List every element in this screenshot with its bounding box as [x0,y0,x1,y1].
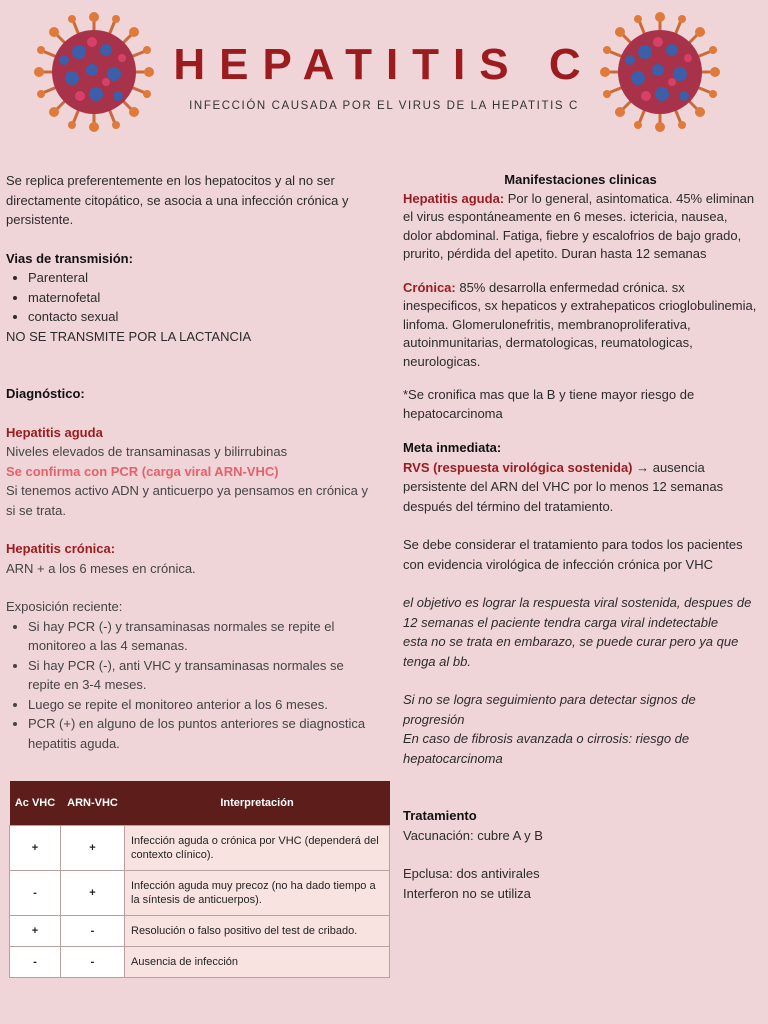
cronica-label: Crónica: [403,279,456,295]
cronifica-note: *Se cronifica mas que la B y tiene mayor riesgo de hepatocarcinoma [403,387,695,421]
table-header-interp: Interpretación [125,781,390,826]
cronica-text: 85% desarrolla enfermedad crónica. sx inespecificos, sx hepaticos y extrahepaticos crioglobulinemia, linfoma. Glomerulonefritis, membranoproliferativa, autoinmunitarias, dermatologicas, reumatologicas, neurologicas. [403,279,757,369]
rvs-text: → ausencia persistente del ARN del VHC por lo menos 12 semanas después del término del tratamiento. [403,459,724,514]
table-cell: - [10,871,61,916]
fibrosis-text: En caso de fibrosis avanzada o cirrosis: riesgo de hepatocarcinoma [403,731,690,766]
table-row [10,871,390,916]
page-title: HEPATITIS C [173,40,595,89]
table-cell: - [61,947,125,978]
table-cell: + [10,916,61,947]
cronica-line: ARN + a los 6 meses en crónica. [6,560,196,576]
right-column [403,171,758,903]
list-item: • contacto sexual [28,307,376,327]
table-row [10,916,390,947]
epclusa-text: Epclusa: dos antivirales [403,866,540,881]
manifest-title: Manifestaciones clinicas [504,172,657,187]
aguda-label: Hepatitis aguda: [403,190,505,206]
table-cell: + [10,826,61,871]
aguda-paragraph [403,190,758,264]
exposicion-list [6,617,376,754]
list-item: • PCR (+) en alguno de los puntos anteriores se diagnostica hepatitis aguda. [28,714,376,753]
list-item: • Luego se repite el monitoreo anterior a los 6 meses. [28,695,376,715]
diagnostico-title: Diagnóstico: [6,386,85,401]
transmission-title: Vias de transmisión: [6,250,133,266]
aguda-title: Hepatitis aguda [6,424,103,440]
aguda-text: Por lo general, asintomatica. 45% eliminan el virus espontáneamente en 6 meses. ictericia, nausea, dolor abdominal. Fatiga, fiebre y escalofrios de bajo grado, prurito, pérdida del apetito. Duran hasta 12 semanas [403,190,755,261]
table-header-arn: ARN-VHC [61,781,125,826]
table-cell: - [10,947,61,978]
intro-text: Se replica preferentemente en los hepatocitos y al no ser directamente citopático, se asocia a una infección crónica y persistente. [6,173,349,227]
table-cell: Resolución o falso positivo del test de cribado. [125,916,390,947]
list-item: • Parenteral [28,268,376,288]
table-cell: + [61,826,125,871]
left-column [6,171,376,753]
rvs-paragraph [403,458,758,517]
meta-title: Meta inmediata: [403,440,502,455]
lactancia-note: NO SE TRANSMITE POR LA LACTANCIA [6,328,252,344]
objetivo-text: el objetivo es lograr la respuesta viral sostenida, despues de 12 semanas el paciente tendra carga viral indetectable [403,595,752,630]
list-item: • Si hay PCR (-) y transaminasas normales se repite el monitoreo a las 4 semanas. [28,617,376,656]
table-cell: + [61,871,125,916]
table-row [10,826,390,871]
table-cell: Ausencia de infección [125,947,390,978]
cronica-paragraph [403,279,758,372]
exposicion-title: Exposición reciente: [6,599,123,614]
meta-section [403,438,758,903]
seguimiento-text: Si no se logra seguimiento para detectar signos de progresión [403,692,696,727]
aguda-confirm: Se confirma con PCR (carga viral ARN-VHC) [6,463,279,479]
considerar-text: Se debe considerar el tratamiento para todos los pacientes con evidencia virológica de infección crónica por VHC [403,537,743,572]
list-item: • maternofetal [28,288,376,308]
aguda-line1: Niveles elevados de transaminasas y bilirrubinas [6,444,288,459]
interferon-text: Interferon no se utiliza [403,885,531,901]
page-subtitle: INFECCIÓN CAUSADA POR EL VIRUS DE LA HEPATITIS C [189,100,579,112]
rvs-label: RVS (respuesta virológica sostenida) [403,459,633,475]
aguda-line2: Si tenemos activo ADN y anticuerpo ya pensamos en crónica y si se trata. [6,483,369,518]
embarazo-text: esta no se trata en embarazo, se puede curar pero ya que tenga al bb. [403,634,739,669]
tratamiento-title: Tratamiento [403,808,477,823]
table-cell: Infección aguda o crónica por VHC (dependerá del contexto clínico). [125,826,390,871]
table-row [10,947,390,978]
transmission-list [6,268,376,327]
list-item: • Si hay PCR (-), anti VHC y transaminasas normales se repite en 3-4 meses. [28,656,376,695]
vacunacion-text: Vacunación: cubre A y B [403,827,543,843]
table-cell: - [61,916,125,947]
table-cell: Infección aguda muy precoz (no ha dado tiempo a la síntesis de anticuerpos). [125,871,390,916]
cronica-title: Hepatitis crónica: [6,541,116,556]
interpretation-table [9,781,390,978]
table-header-ac: Ac VHC [10,781,61,826]
